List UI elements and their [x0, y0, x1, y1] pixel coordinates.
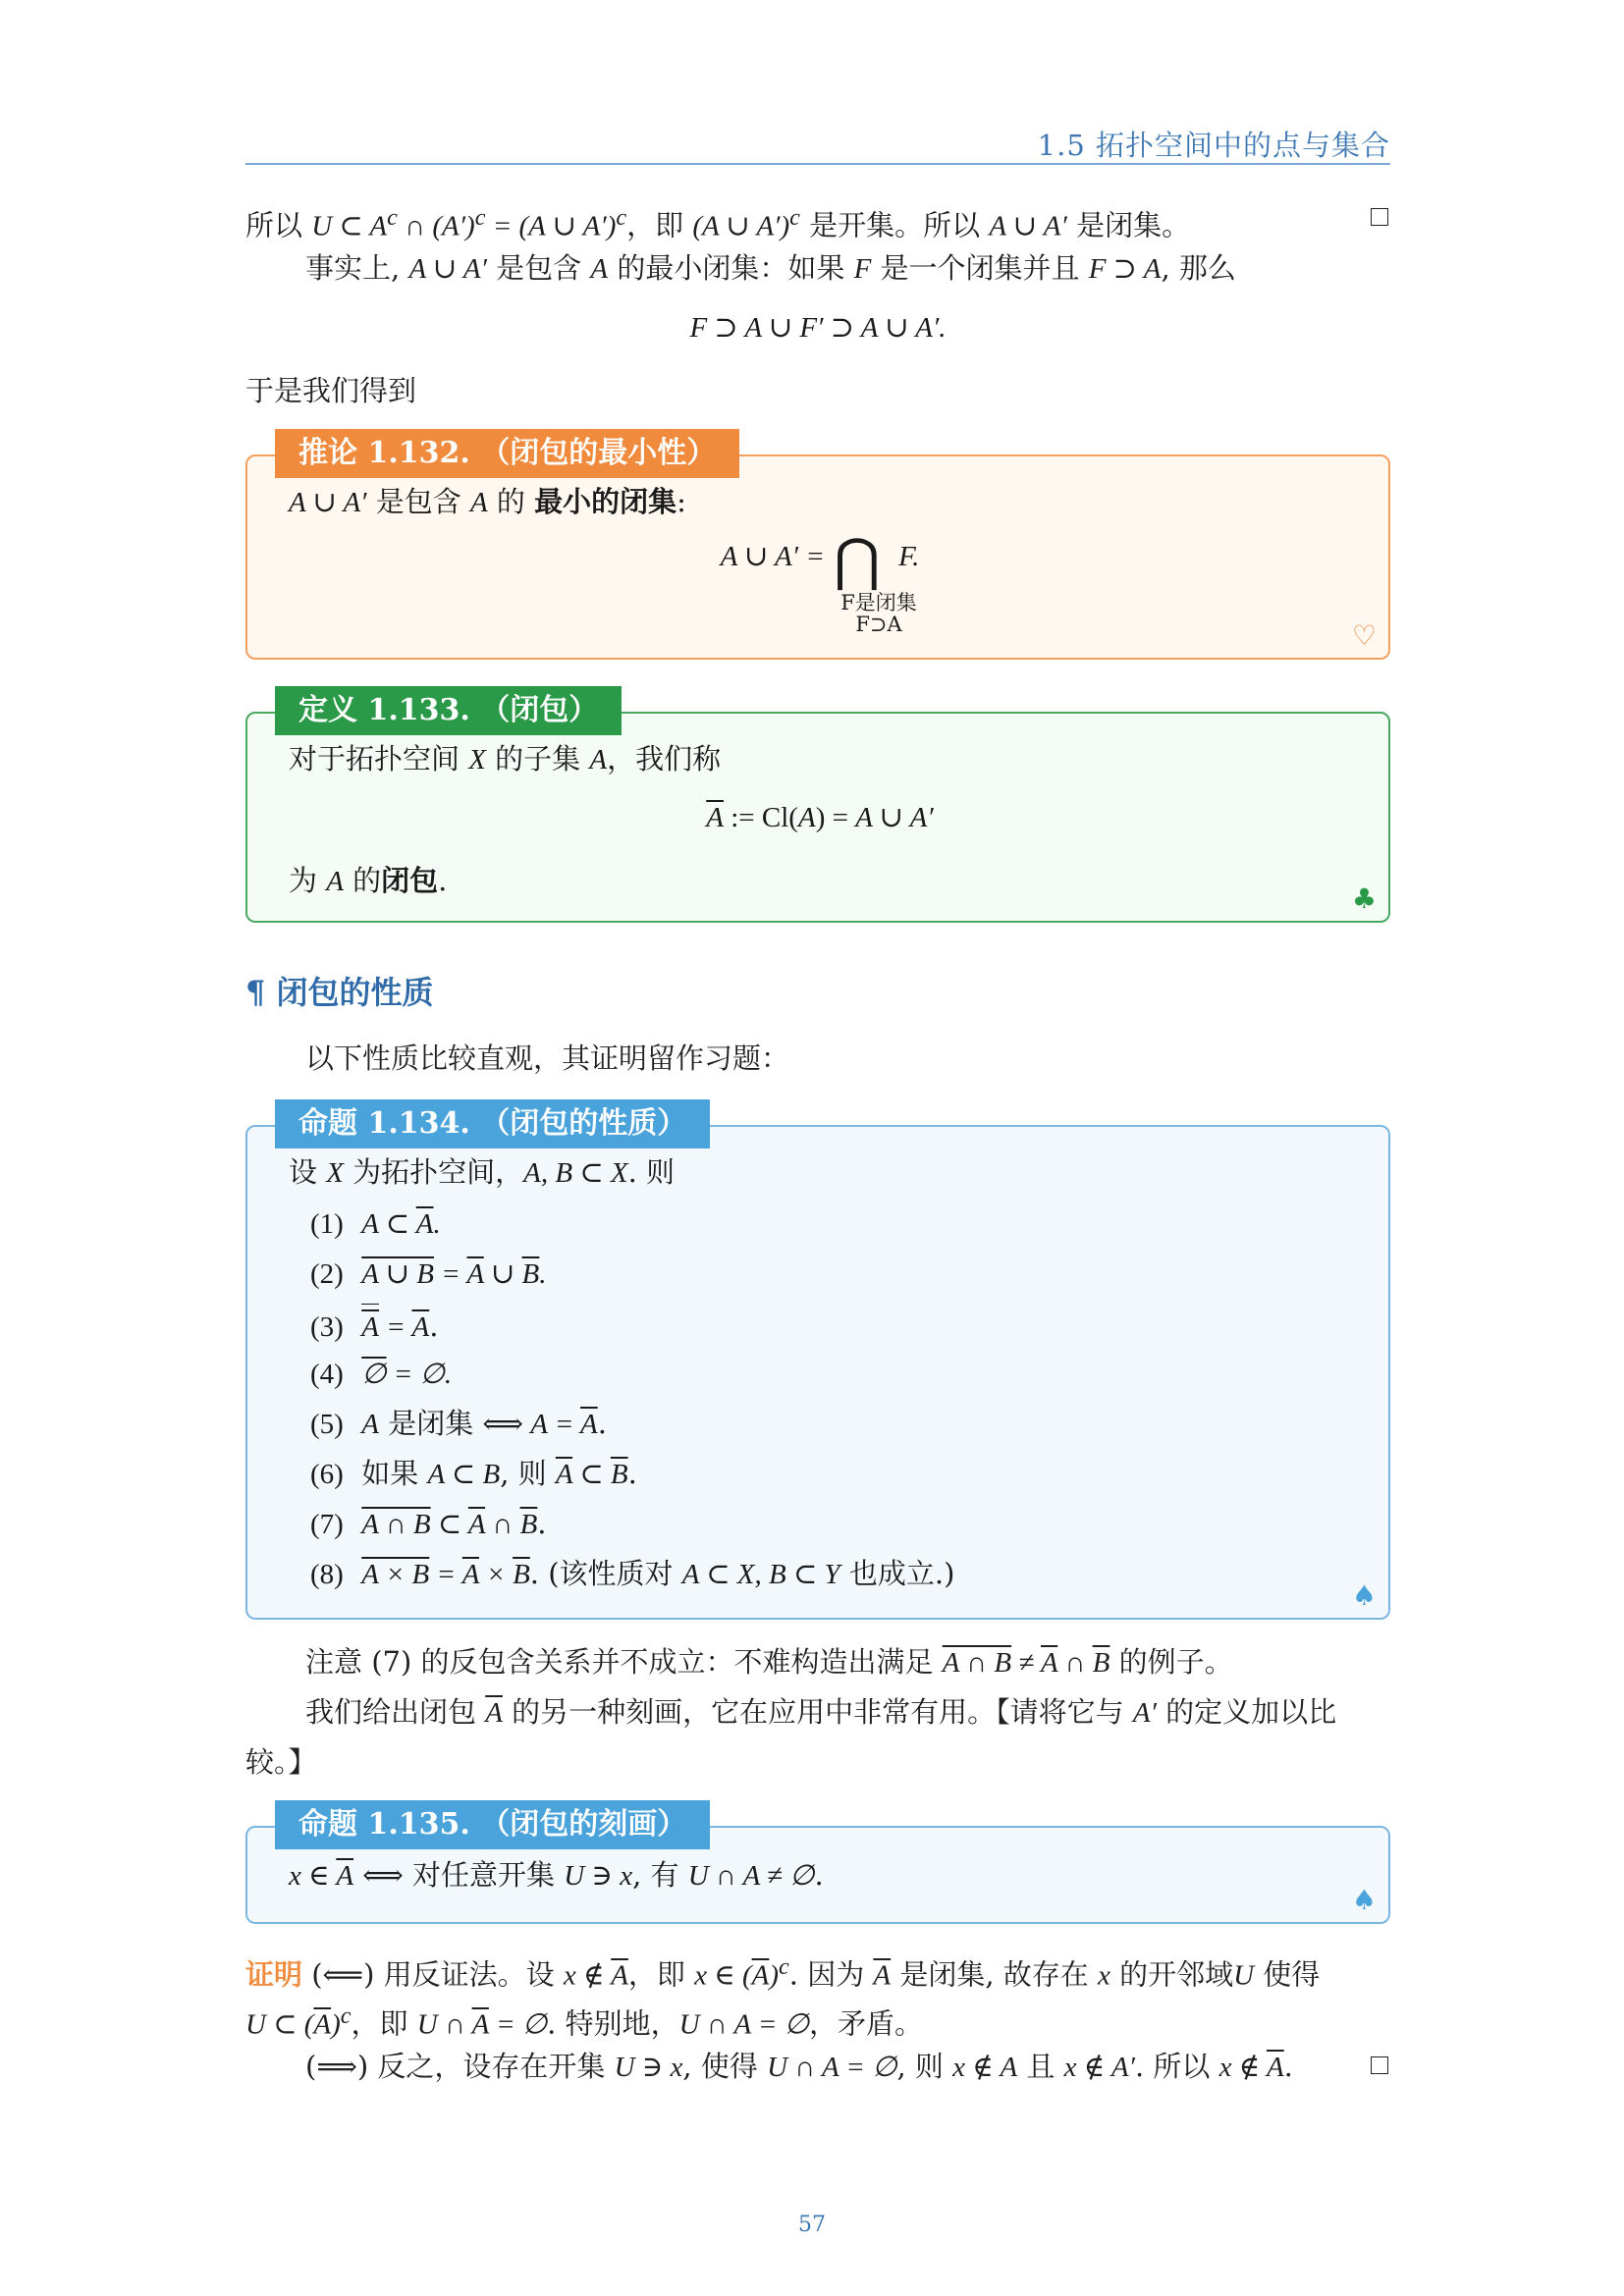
- property-item: (1) A ⊂ $\overline{A}$.: [310, 1208, 441, 1240]
- corollary-text: A ∪ A′ 是包含 A 的 最小的闭集:: [289, 485, 686, 518]
- corollary-label: 推论 1.132. （闭包的最小性）: [275, 429, 739, 478]
- header-rule: [245, 163, 1390, 165]
- heart-icon: ♡: [1351, 619, 1377, 652]
- remark-another-cont: 较。】: [245, 1745, 317, 1779]
- remark-another: 我们给出闭包 $\overline{A}$ 的另一种刻画，它在应用中非常有用。【请将它与 A′ 的定义加以比: [305, 1695, 1337, 1729]
- spade-icon: ♠: [1351, 1579, 1377, 1612]
- property-item: (8) $A \times B = \overline{A} \times \overline{B}$. (该性质对 A ⊂ X, B ⊂ Y 也成立.): [310, 1557, 955, 1590]
- proof-line1: 证明 (⟸) 用反证法。设 x ∉ $\overline{A}$，即 x ∈ $(\overline{A})^c$. 因为 $\overline{A}$ 是闭集, 故存在 x 的开邻域U 使得: [245, 1953, 1321, 1992]
- corollary-formula: A ∪ A′ = ⋂ F.: [720, 526, 920, 593]
- property-item: (4) ∅ = ∅.: [310, 1359, 453, 1390]
- definition-box: [245, 693, 1390, 923]
- property-item: (6) 如果 A ⊂ B, 则 $\overline{A}$ ⊂ $\overline{B}$.: [310, 1457, 637, 1490]
- proof-end-line: 所以 U ⊂ $A^c$ ∩ $(A')^c = (A$ ∪ A′)$^c$，即 (A ∪ A′)$^c$ 是开集。所以 A ∪ A′ 是闭集。: [245, 204, 1191, 242]
- definition-label: 定义 1.133. （闭包）: [275, 686, 622, 735]
- proposition-135-statement: x ∈ $\overline{A}$ ⟺ 对任意开集 U ∋ x, 有 U ∩ A ≠ ∅.: [289, 1858, 824, 1892]
- definition-formula: $\overline{A}$ := Cl(A) = A ∪ A′: [706, 802, 934, 833]
- proof-line3: (⟹) 反之，设存在开集 U ∋ x, 使得 U ∩ A = ∅, 则 x ∉ A 且 x ∉ A′. 所以 x ∉ $\overline{A}$.: [305, 2050, 1293, 2083]
- proposition-134-label: 命题 1.134. （闭包的性质）: [275, 1099, 710, 1148]
- fact-line: 事实上, A ∪ A′ 是包含 A 的最小闭集：如果 F 是一个闭集并且 F ⊃ A, 那么: [305, 251, 1236, 285]
- cap-subscript: F是闭集 F⊃A: [840, 591, 917, 636]
- proof-line2: U ⊂ $(\overline{A})^c$，即 U ∩ $\overline{A}$ = ∅. 特别地，U ∩ A = ∅，矛盾。: [245, 2002, 924, 2041]
- property-item: (2) A ∪ $B = \overline{A}$ ∪ $\overline{B}$.: [310, 1258, 547, 1290]
- remark-note: 注意 (7) 的反包含关系并不成立：不难构造出满足 A ∩ $B \ne \overline{A}$ ∩ $\overline{B}$ 的例子。: [305, 1645, 1233, 1679]
- proposition-135-box: [245, 1807, 1390, 1924]
- club-icon: ♣: [1351, 882, 1377, 915]
- property-item: (5) A 是闭集 ⟺ $A = \overline{A}$.: [310, 1407, 607, 1440]
- corollary-box: [245, 436, 1390, 660]
- section-intro: 以下性质比较直观，其证明留作习题：: [305, 1041, 790, 1075]
- property-item: (7) A ∩ B ⊂ $\overline{A}$ ∩ $\overline{B}$.: [310, 1507, 547, 1540]
- proof-label: 证明: [245, 1957, 303, 1992]
- spade-icon: ♠: [1351, 1884, 1377, 1916]
- proposition-135-label: 命题 1.135. （闭包的刻画）: [275, 1800, 710, 1849]
- qed-box: [1371, 2056, 1388, 2074]
- property-item: (3) $\overline{A} = \overline{A}$.: [310, 1304, 438, 1347]
- so-we-get: 于是我们得到: [245, 374, 417, 407]
- section-heading: ¶ 闭包的性质: [245, 974, 434, 1011]
- running-header: 1.5 拓扑空间中的点与集合: [1037, 129, 1390, 162]
- proposition-134-box: [245, 1106, 1390, 1620]
- proposition-134-lead: 设 X 为拓扑空间，A, B ⊂ X. 则: [289, 1155, 676, 1189]
- page-number: 57: [798, 2213, 826, 2237]
- qed-box: [1371, 208, 1388, 226]
- display-formula: F ⊃ A ∪ F′ ⊃ A ∪ A′.: [689, 312, 947, 344]
- definition-line3: 为 A 的闭包.: [289, 864, 448, 897]
- definition-line1: 对于拓扑空间 X 的子集 A，我们称: [289, 742, 722, 775]
